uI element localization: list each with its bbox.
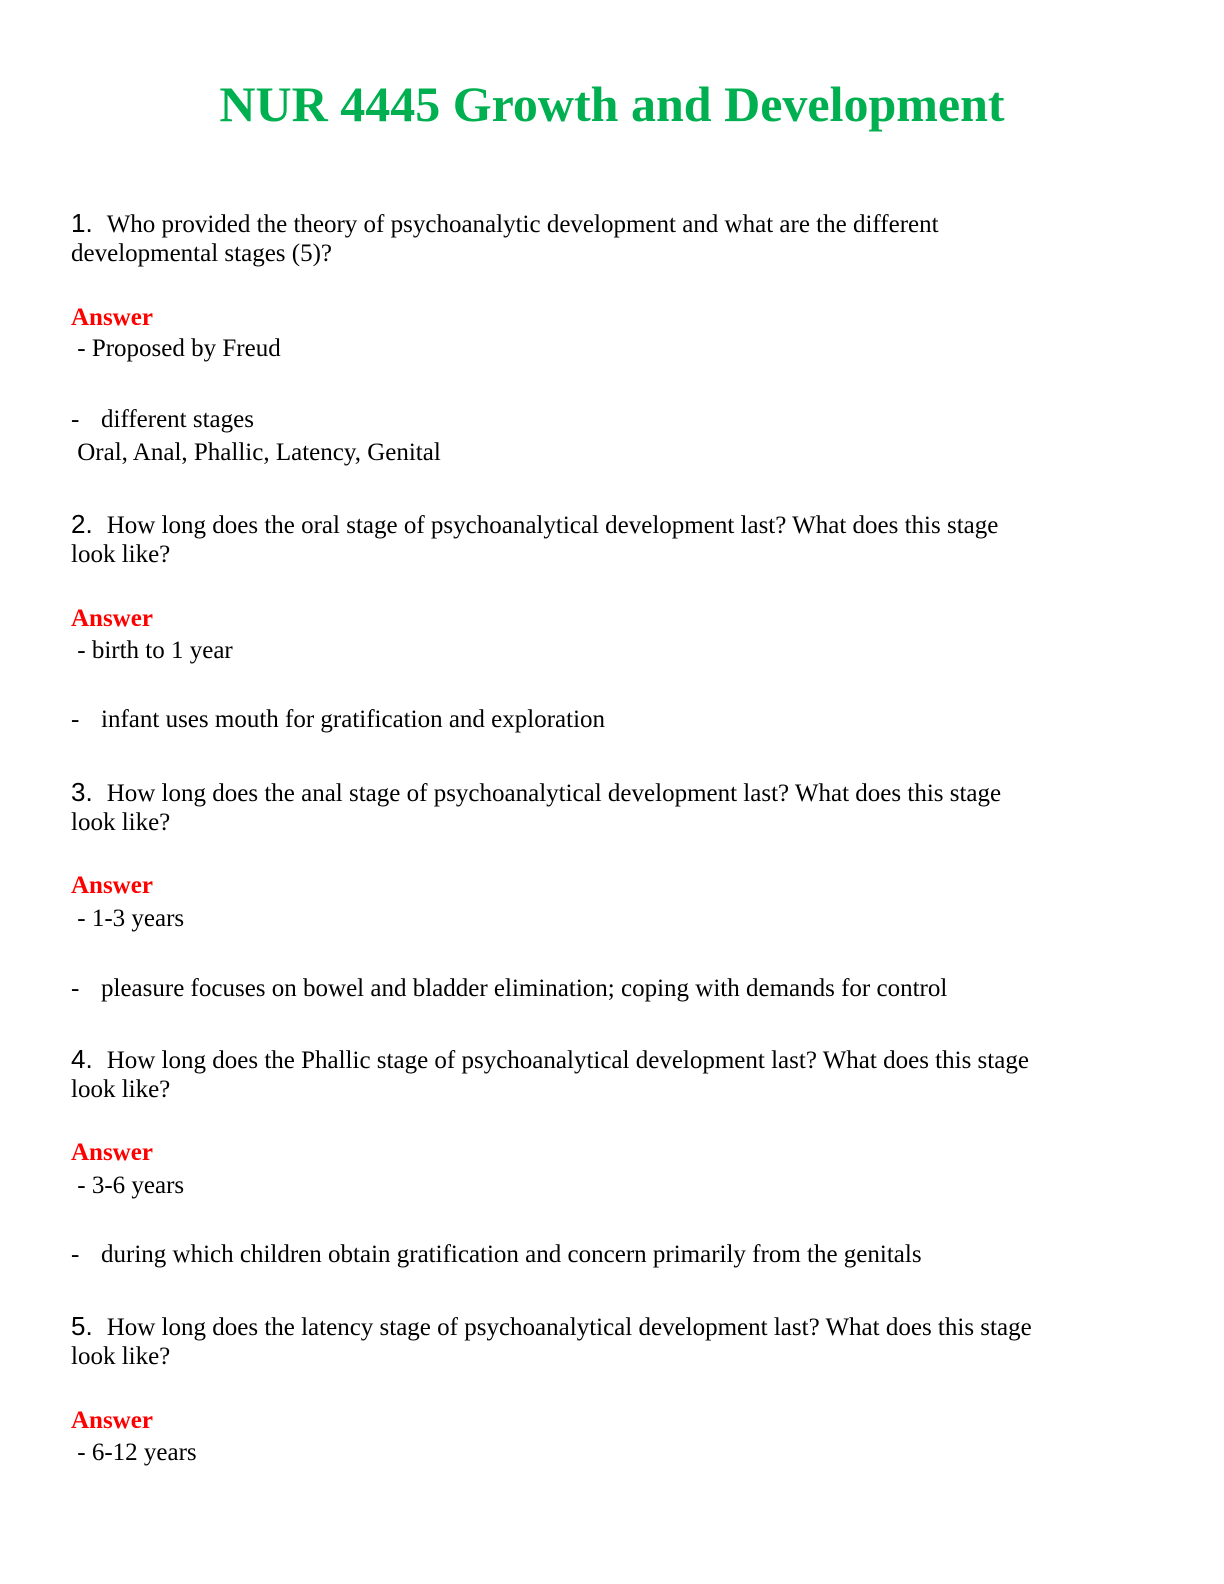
- answer-text: during which children obtain gratification and concern primarily from the genitals: [101, 1241, 922, 1268]
- question-number: 4.: [71, 1044, 93, 1074]
- answer-label: Answer: [71, 605, 153, 632]
- answer-label: Answer: [71, 872, 153, 899]
- answer-label: Answer: [71, 1139, 153, 1166]
- dash: -: [71, 975, 80, 1002]
- question-3: [71, 777, 1001, 809]
- question-text: How long does the oral stage of psychoanalytical development last? What does this stage: [106, 512, 999, 539]
- question-text-cont: look like?: [71, 1076, 171, 1103]
- dash: -: [71, 1241, 80, 1268]
- question-text: Who provided the theory of psychoanalytic development and what are the different: [106, 211, 939, 238]
- answer-text: infant uses mouth for gratification and exploration: [101, 706, 606, 733]
- question-text: How long does the Phallic stage of psychoanalytical development last? What does this stage: [106, 1047, 1029, 1074]
- answer-line: - 3-6 years: [71, 1172, 185, 1199]
- question-number: 5.: [71, 1311, 93, 1341]
- question-4: [71, 1044, 1029, 1076]
- question-1: [71, 208, 939, 240]
- answer-bullet: [71, 974, 947, 1004]
- question-number: 3.: [71, 777, 93, 807]
- question-text-cont: developmental stages (5)?: [71, 240, 333, 267]
- question-2: [71, 509, 998, 541]
- answer-line: - 1-3 years: [71, 905, 185, 932]
- question-text: How long does the anal stage of psychoanalytical development last? What does this stage: [106, 780, 1002, 807]
- dash: -: [71, 706, 80, 733]
- question-text-cont: look like?: [71, 541, 171, 568]
- answer-bullet: [71, 1240, 922, 1270]
- question-number: 1.: [71, 208, 93, 238]
- question-text-cont: look like?: [71, 1343, 171, 1370]
- answer-bullet: [71, 405, 254, 435]
- answer-label: Answer: [71, 1407, 153, 1434]
- answer-line: Oral, Anal, Phallic, Latency, Genital: [71, 439, 441, 466]
- question-text-cont: look like?: [71, 809, 171, 836]
- question-5: [71, 1311, 1032, 1343]
- answer-text: different stages: [101, 406, 254, 433]
- answer-label: Answer: [71, 304, 153, 331]
- question-number: 2.: [71, 509, 93, 539]
- answer-line: - Proposed by Freud: [71, 335, 281, 362]
- question-text: How long does the latency stage of psychoanalytical development last? What does this stage: [106, 1314, 1032, 1341]
- dash: -: [71, 406, 80, 433]
- answer-text: pleasure focuses on bowel and bladder elimination; coping with demands for control: [101, 975, 948, 1002]
- answer-bullet: [71, 705, 605, 735]
- document-title: NUR 4445 Growth and Development: [219, 76, 1005, 132]
- answer-line: - birth to 1 year: [71, 637, 233, 664]
- answer-line: - 6-12 years: [71, 1439, 197, 1466]
